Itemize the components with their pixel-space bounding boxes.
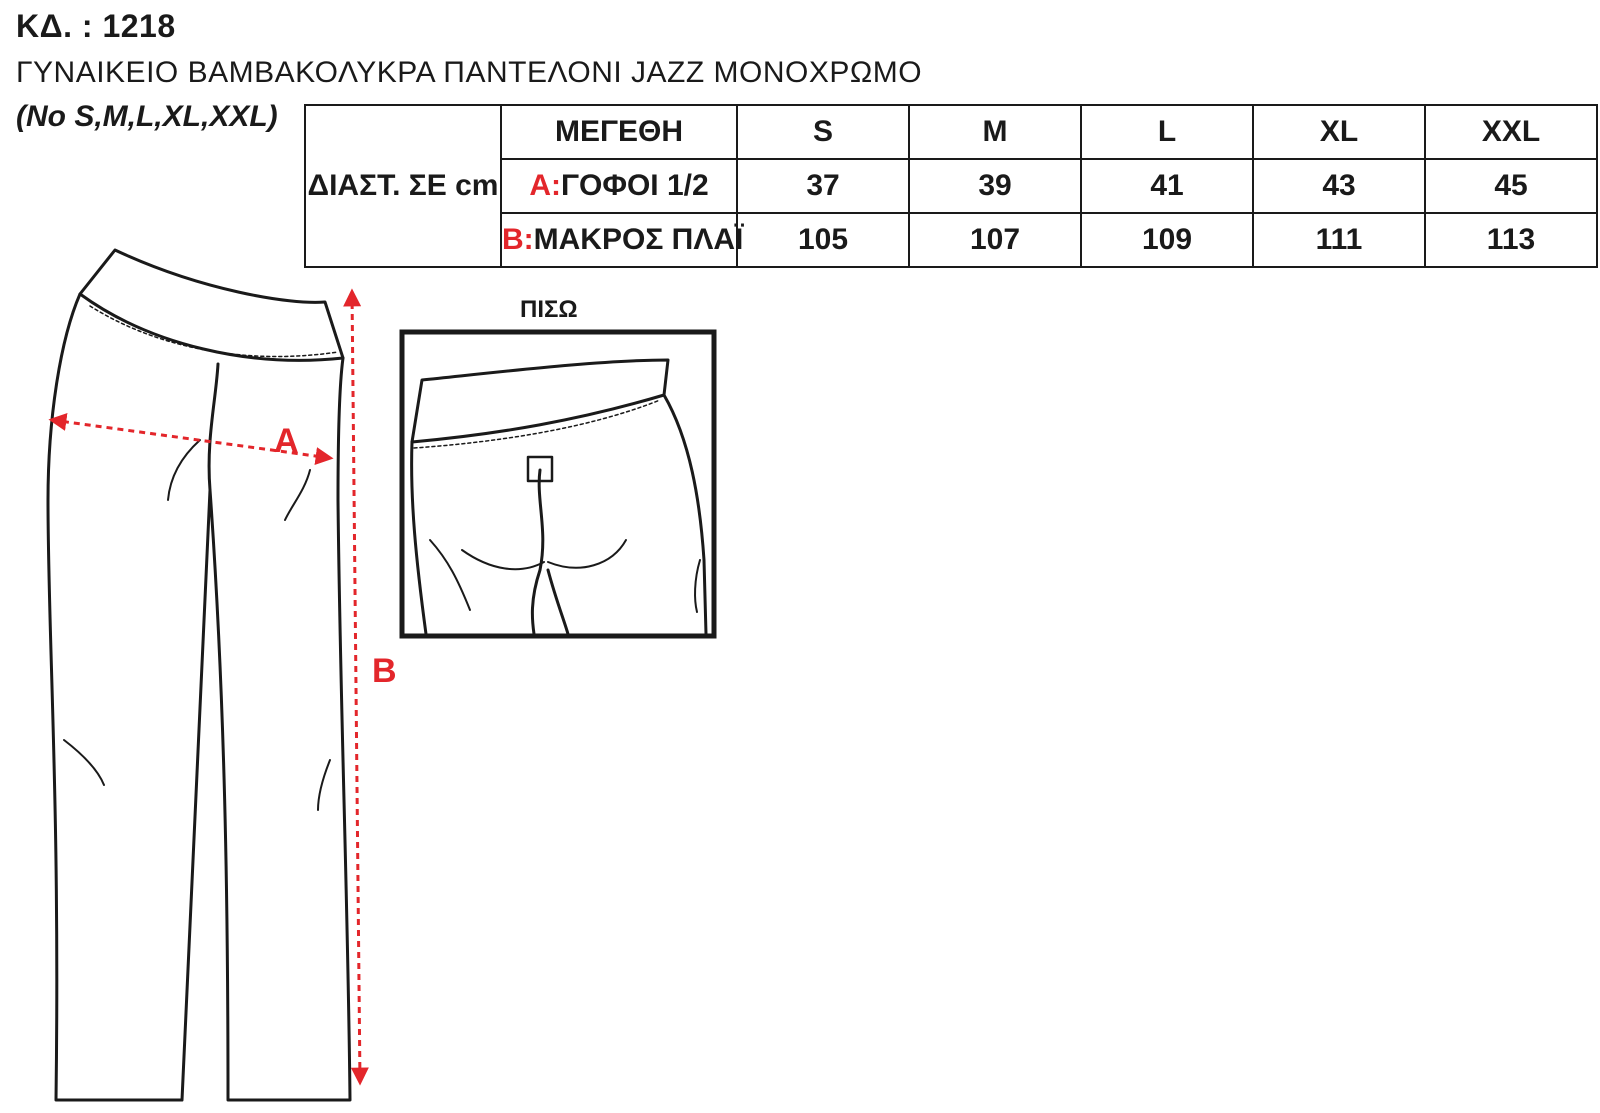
side-length-value-m: 107 [909,213,1081,267]
side-length-value-s: 105 [737,213,909,267]
measurement-a-label: A [274,422,299,460]
front-crease-right [285,470,310,520]
measurement-b-line [352,292,360,1082]
back-seat-right [548,540,626,568]
front-view-trousers [48,250,350,1100]
hips-value-l: 41 [1081,159,1253,213]
front-knee-crease-right [318,760,330,810]
dimension-header: ΔΙΑΣΤ. ΣΕ cm [305,105,501,267]
back-seat-left [462,550,544,569]
size-l: L [1081,105,1253,159]
back-trousers-outline [412,395,706,634]
size-s: S [737,105,909,159]
size-xl: XL [1253,105,1425,159]
size-m: M [909,105,1081,159]
product-code: ΚΔ. : 1218 [16,8,176,44]
available-sizes-note: (No S,M,L,XL,XXL) [16,100,278,133]
hips-value-s: 37 [737,159,909,213]
side-length-value-xl: 111 [1253,213,1425,267]
hips-value-xxl: 45 [1425,159,1597,213]
back-view-trousers [412,360,706,634]
size-xxl: XXL [1425,105,1597,159]
product-title: ΓΥΝΑΙΚΕΙΟ ΒΑΜΒΑΚΟΛΥΚΡΑ ΠΑΝΤΕΛΟΝΙ JAZZ ΜΟΝΟΧΡΩΜΟ [16,56,923,89]
measurement-b-label: B [372,652,397,690]
sizes-label: ΜΕΓΕΘΗ [501,105,737,159]
front-knee-crease-left [64,740,104,785]
back-center-seam [532,470,568,634]
side-length-value-l: 109 [1081,213,1253,267]
front-trousers-outline [48,294,350,1100]
front-waistband [80,250,343,360]
measure-letter-b: B: [502,223,534,256]
hips-label-text: ΓΟΦΟΙ 1/2 [560,169,709,202]
hips-value-xl: 43 [1253,159,1425,213]
waistband-stitch [90,306,338,357]
front-fly-seam [209,364,218,490]
hips-value-m: 39 [909,159,1081,213]
back-crease-right [695,560,700,612]
side-length-label-text: ΜΑΚΡΟΣ ΠΛΑΪ [533,223,744,256]
back-view-label: ΠΙΣΩ [520,296,578,323]
side-length-value-xxl: 113 [1425,213,1597,267]
back-waistband [412,360,668,442]
front-crease-left [168,440,200,500]
measure-letter-a: A: [529,169,561,202]
